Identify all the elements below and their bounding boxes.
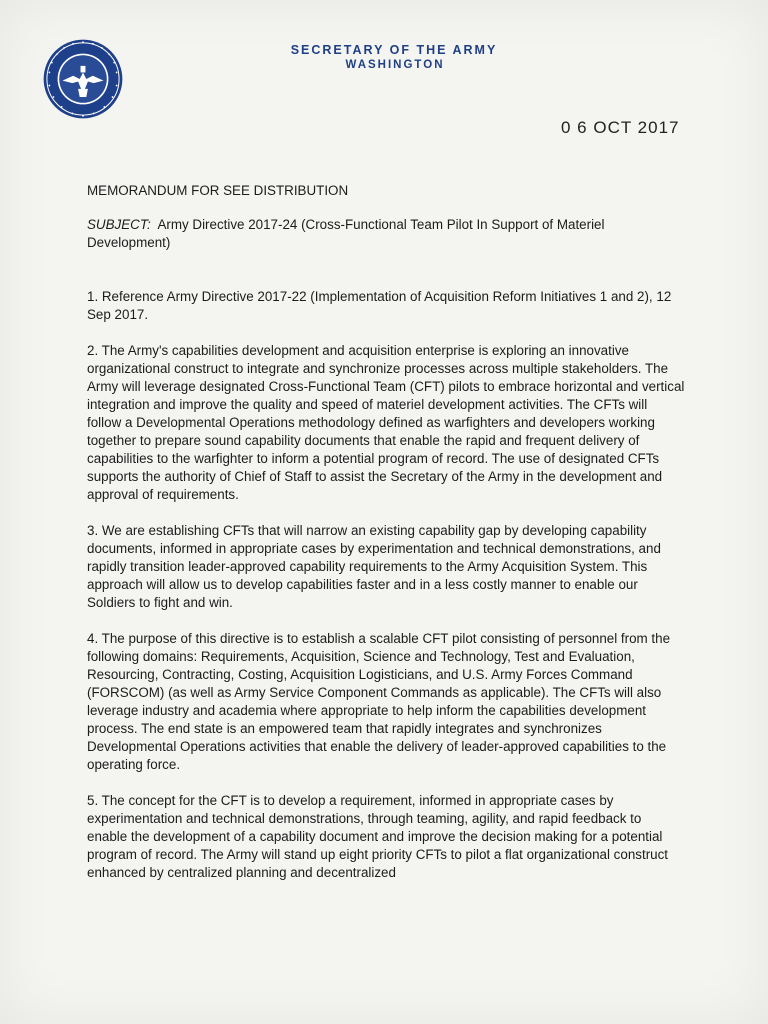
- paragraph-4: 4. The purpose of this directive is to establish a scalable CFT pilot consisting of personnel from the following domains: Requirements, Acquisition, Science and Technology, Test and Evaluation, Resourcing, Contracting, Costing, Acquisition Logisticians, and U.S. Army Forces Command (FORSCOM) (as well as Army Service Component Commands as applicable). The CFTs will also leverage industry and academia where appropriate to help inform the capabilities development process. The end state is an empowered team that rapidly integrates and synchronizes Developmental Operations activities that enable the delivery of leader-approved capabilities to the operating force.: [87, 631, 671, 772]
- letterhead: [0, 43, 768, 71]
- subject-text: Army Directive 2017-24 (Cross-Functional Team Pilot In Support of Materiel Development): [87, 217, 605, 250]
- paragraph-2: 2. The Army's capabilities development and acquisition enterprise is exploring an innovative organizational construct to integrate and synchronize processes across multiple stakeholders. The Army will leverage designated Cross-Functional Team (CFT) pilots to embrace horizontal and vertical integration and improve the quality and speed of materiel development activities. The CFTs will follow a Developmental Operations methodology defined as warfighters and developers working together to prepare sound capability documents that enable the rapid and frequent delivery of capabilities to the warfighter to inform a potential program of record. The use of designated CFTs supports the authority of Chief of Staff to assist the Secretary of the Army in the development and approval of requirements.: [87, 343, 685, 502]
- subject-label: SUBJECT:: [87, 217, 151, 232]
- memo-body: [87, 182, 685, 900]
- memo-date: 0 6 OCT 2017: [561, 118, 680, 137]
- memo-for-line: MEMORANDUM FOR SEE DISTRIBUTION: [87, 183, 349, 198]
- paragraph-5: 5. The concept for the CFT is to develop a requirement, informed in appropriate cases by experimentation and technical demonstrations, through teaming, agility, and rapid feedback to enable the development of a capability document and improve the decision making for a potential program of record. The Army will stand up eight priority CFTs to pilot a flat organizational construct enhanced by centralized planning and decentralized: [87, 793, 669, 880]
- memo-subject: [87, 216, 685, 252]
- paragraph-3: 3. We are establishing CFTs that will narrow an existing capability gap by developing capability documents, informed in appropriate cases by experimentation and technical demonstrations, and rapidly transition leader-approved capability requirements to the Army Acquisition System. This approach will allow us to develop capabilities faster and in a less costly manner to enable our Soldiers to fight and win.: [87, 523, 661, 610]
- letterhead-title: SECRETARY OF THE ARMY: [290, 43, 498, 57]
- paragraph-1: 1. Reference Army Directive 2017-22 (Implementation of Acquisition Reform Initiatives 1 and 2), 12 Sep 2017.: [87, 289, 672, 322]
- letterhead-city: WASHINGTON: [345, 59, 445, 71]
